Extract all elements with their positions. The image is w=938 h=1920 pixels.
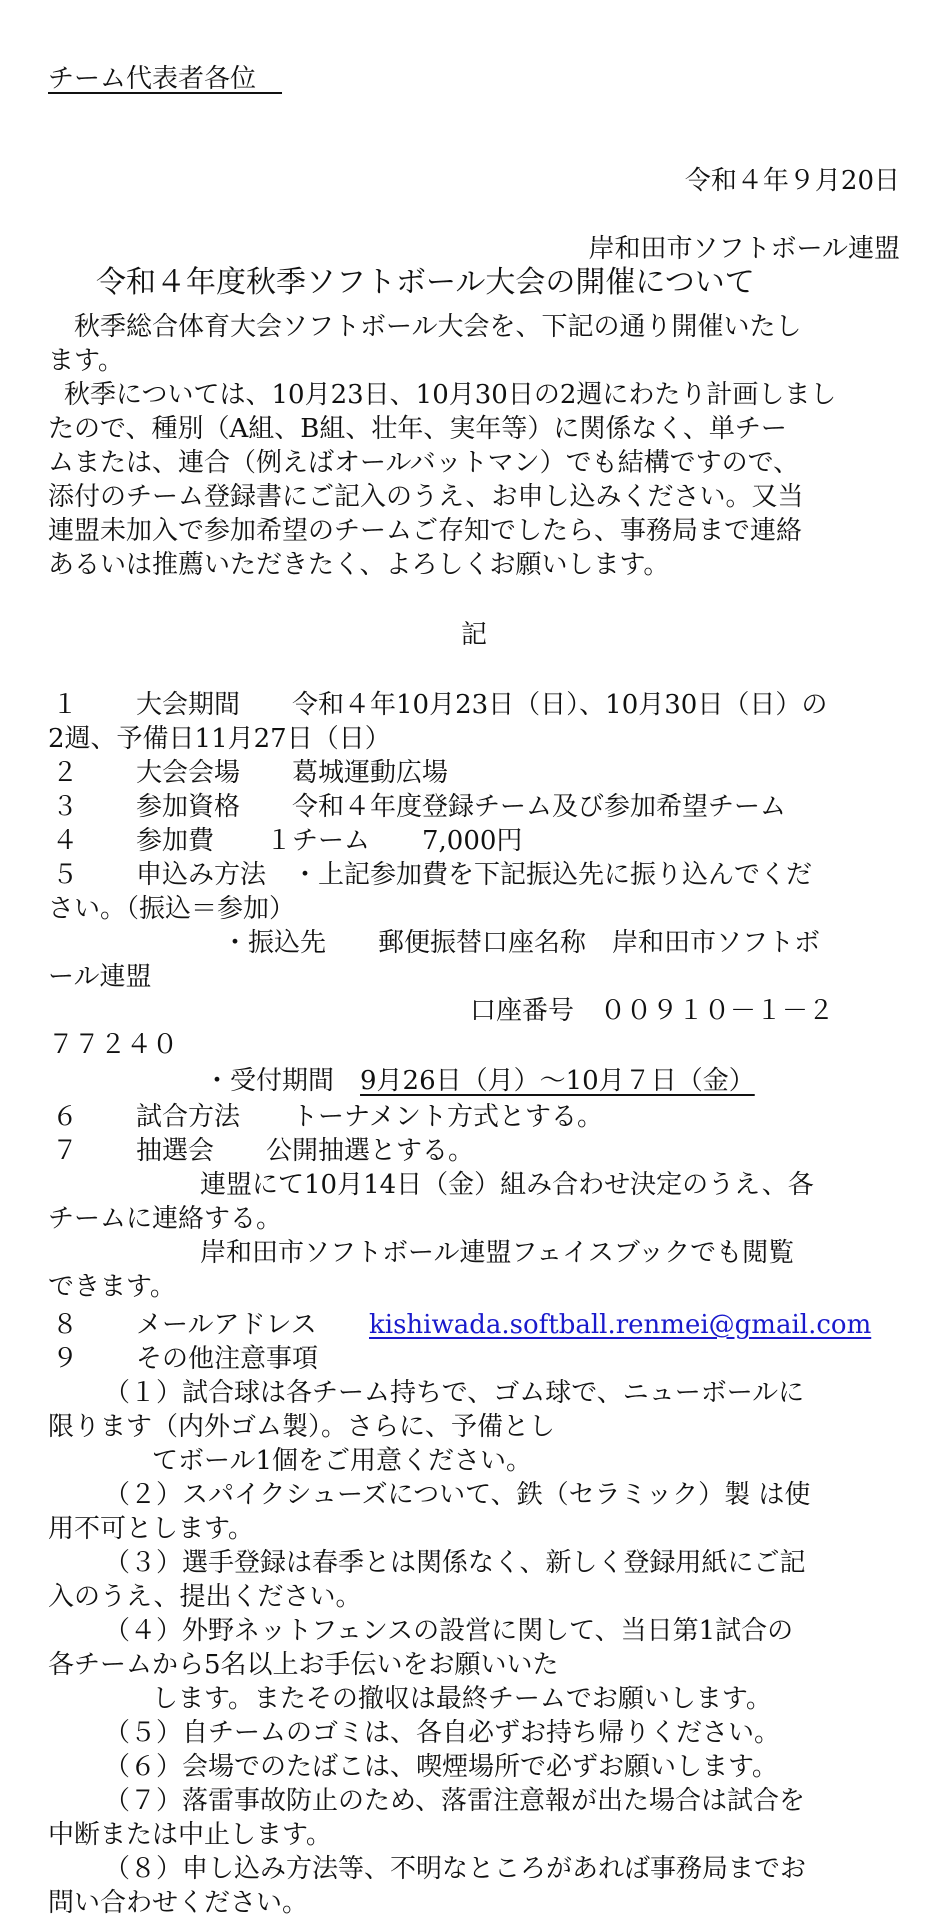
item-5-payee: ・振込先 郵便振替口座名称 岸和田市ソフトボ bbox=[222, 928, 821, 958]
period-value: 9月26日（月）～10月７日（金） bbox=[360, 1066, 755, 1096]
item-1 bbox=[48, 688, 900, 722]
item-5-account-number-cont: ７７２４０ bbox=[48, 1030, 179, 1060]
intro-line: 秋季については、10月23日、10月30日の2週にわたり計画しまし bbox=[64, 380, 837, 410]
item-8 bbox=[48, 1308, 900, 1342]
item-text: 参加資格 令和４年度登録チーム及び参加希望チーム bbox=[136, 792, 787, 822]
item-number: ６ bbox=[52, 1102, 79, 1132]
intro-line: ムまたは、連合（例えばオールバットマン）でも結構ですので、 bbox=[48, 448, 800, 478]
item-7-line: チームに連絡する。 bbox=[48, 1204, 283, 1234]
note-1-cont: 限ります（内外ゴム製）。さらに、予備とし bbox=[48, 1412, 556, 1442]
note-2: （２）スパイクシューズについて、鉄（セラミック）製 は使 bbox=[104, 1480, 811, 1510]
item-9 bbox=[48, 1342, 900, 1376]
email-link[interactable]: kishiwada.softball.renmei@gmail.com bbox=[369, 1310, 872, 1340]
note-3: （３）選手登録は春季とは関係なく、新しく登録用紙にご記 bbox=[104, 1548, 806, 1578]
addressee: チーム代表者各位 bbox=[48, 64, 283, 94]
item-5-cont: さい。（振込＝参加） bbox=[48, 894, 296, 924]
note-4-cont: 各チームから5名以上お手伝いをお願いいた bbox=[48, 1650, 559, 1680]
item-5-period bbox=[204, 1064, 938, 1098]
document-date: 令和４年９月20日 bbox=[684, 166, 900, 196]
item-1-cont: 2週、予備日11月27日（日） bbox=[48, 724, 391, 754]
note-3-cont: 入のうえ、提出ください。 bbox=[48, 1582, 362, 1612]
note-7: （７）落雷事故防止のため、落雷注意報が出た場合は試合を bbox=[104, 1786, 805, 1816]
note-8: （８）申し込み方法等、不明なところがあれば事務局までお bbox=[104, 1854, 807, 1884]
item-7-line: 岸和田市ソフトボール連盟フェイスブックでも閲覧 bbox=[200, 1238, 795, 1268]
item-number: ２ bbox=[52, 758, 79, 788]
intro-line: あるいは推薦いただきたく、よろしくお願いします。 bbox=[48, 550, 670, 580]
item-number: ３ bbox=[52, 792, 79, 822]
intro-line: 連盟未加入で参加希望のチームご存知でしたら、事務局まで連絡 bbox=[48, 516, 803, 546]
note-7-cont: 中断または中止します。 bbox=[48, 1820, 332, 1850]
item-number: １ bbox=[52, 690, 79, 720]
note-4-cont: します。またその撤収は最終チームでお願いします。 bbox=[152, 1684, 772, 1714]
note-6: （６）会場でのたばこは、喫煙場所で必ずお願いします。 bbox=[104, 1752, 778, 1782]
item-number: ７ bbox=[52, 1136, 79, 1166]
email-label: メールアドレス bbox=[136, 1310, 317, 1340]
intro-line: 秋季総合体育大会ソフトボール大会を、下記の通り開催いたし bbox=[74, 312, 802, 342]
item-text: その他注意事項 bbox=[136, 1344, 319, 1374]
item-7-line: 連盟にて10月14日（金）組み合わせ決定のうえ、各 bbox=[200, 1170, 814, 1200]
item-text: 参加費 １チーム 7,000円 bbox=[136, 826, 523, 856]
document-title: 令和４年度秋季ソフトボール大会の開催について bbox=[96, 265, 755, 300]
item-4 bbox=[48, 824, 900, 858]
intro-line: ます。 bbox=[48, 346, 124, 376]
item-text: 大会会場 葛城運動広場 bbox=[136, 758, 449, 788]
ki-heading: 記 bbox=[460, 620, 487, 650]
period-label: ・受付期間 bbox=[204, 1066, 361, 1096]
item-6 bbox=[48, 1100, 900, 1134]
item-number: ８ bbox=[52, 1310, 79, 1340]
item-7 bbox=[48, 1134, 900, 1168]
item-number: ９ bbox=[52, 1344, 79, 1374]
note-4: （４）外野ネットフェンスの設営に関して、当日第1試合の bbox=[104, 1616, 794, 1646]
item-text: 申込み方法 ・上記参加費を下記振込先に振り込んでくだ bbox=[136, 860, 813, 890]
sender: 岸和田市ソフトボール連盟 bbox=[588, 234, 900, 264]
item-2 bbox=[48, 756, 900, 790]
item-text: 試合方法 トーナメント方式とする。 bbox=[136, 1102, 603, 1132]
note-5: （５）自チームのゴミは、各自必ずお持ち帰りください。 bbox=[104, 1718, 781, 1748]
note-1: （１）試合球は各チーム持ちで、ゴム球で、ニューボールに bbox=[104, 1378, 805, 1408]
note-2-cont: 用不可とします。 bbox=[48, 1514, 254, 1544]
item-5-account-number: 口座番号 ００９１０－１－２ bbox=[470, 996, 835, 1026]
item-number: ４ bbox=[52, 826, 79, 856]
item-text: 大会期間 令和４年10月23日（日）、10月30日（日）の bbox=[136, 690, 828, 720]
note-8-cont: 問い合わせください。 bbox=[48, 1888, 309, 1918]
intro-line: たので、種別（A組、B組、壮年、実年等）に関係なく、単チー bbox=[48, 414, 787, 444]
item-7-line: できます。 bbox=[48, 1272, 176, 1302]
item-5 bbox=[48, 858, 900, 892]
note-1-cont: てボール1個をご用意ください。 bbox=[152, 1446, 533, 1476]
intro-line: 添付のチーム登録書にご記入のうえ、お申し込みください。又当 bbox=[48, 482, 804, 512]
item-5-payee-cont: ール連盟 bbox=[48, 962, 152, 992]
item-3 bbox=[48, 790, 900, 824]
item-number: ５ bbox=[52, 860, 79, 890]
item-text: 抽選会 公開抽選とする。 bbox=[136, 1136, 475, 1166]
